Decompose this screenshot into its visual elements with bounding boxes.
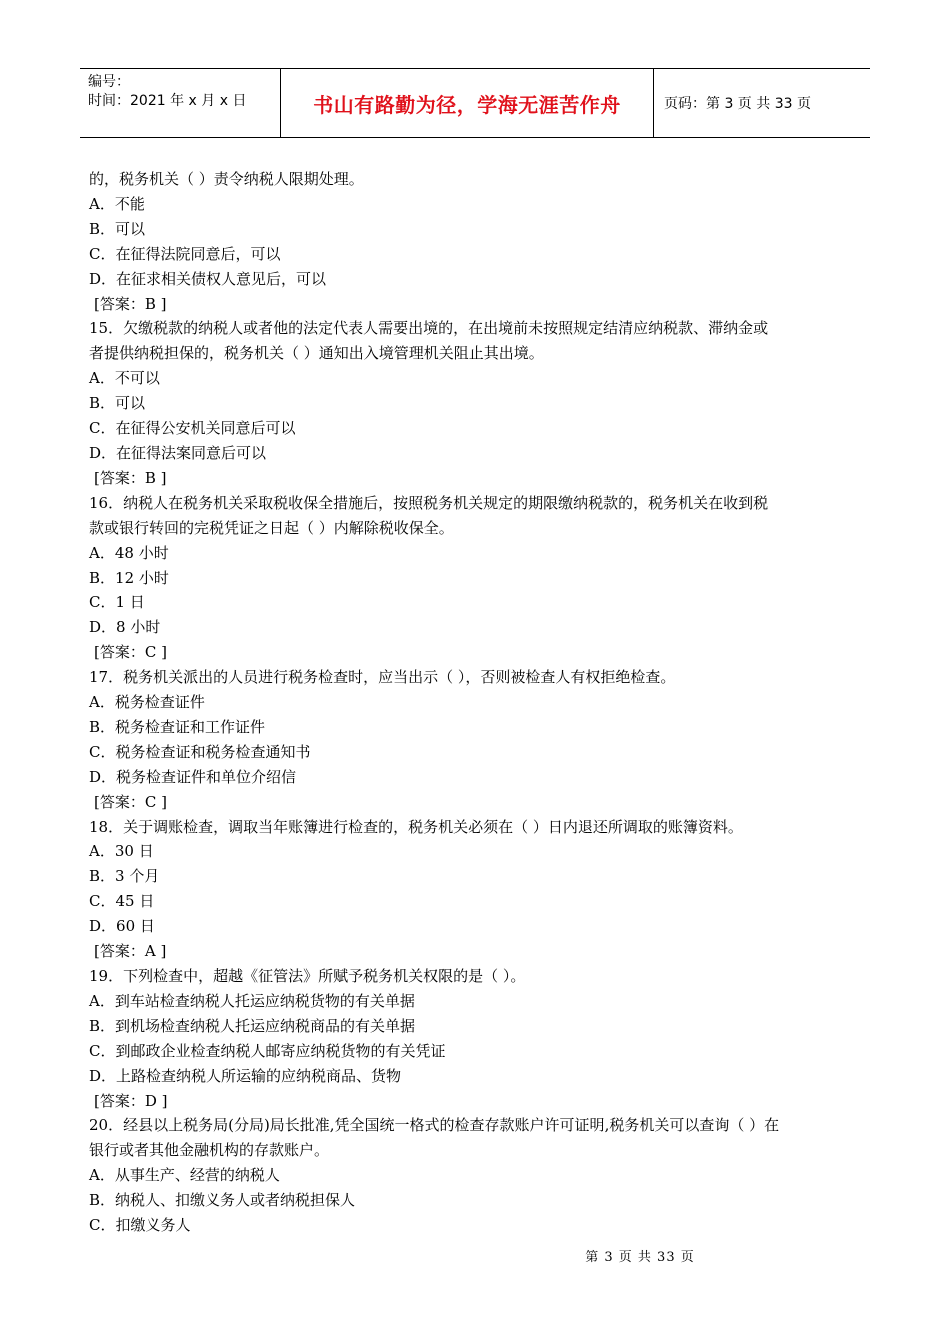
answer-line: [答案：C ] [94, 643, 167, 662]
motto-text: 书山有路勤为径，学海无涯苦作舟 [313, 92, 621, 117]
text-line: 18．关于调账检查，调取当年账簿进行检查的，税务机关必须在（ ）日内退还所调取的账簿资料。 [89, 817, 743, 836]
text-line: B．到机场检查纳税人托运应纳税商品的有关单据 [89, 1016, 416, 1035]
text-line: A．48 小时 [89, 543, 169, 562]
text-line: D．8 小时 [89, 618, 161, 637]
text-line: C．45 日 [89, 892, 155, 911]
text-line: D．60 日 [89, 917, 155, 936]
text-line: B．纳税人、扣缴义务人或者纳税担保人 [89, 1191, 356, 1210]
document-number-label: 编号： [88, 74, 130, 90]
text-line: 15．欠缴税款的纳税人或者他的法定代表人需要出境的，在出境前未按照规定结清应纳税款、滞纳金或 [89, 319, 769, 338]
document-date: 时间：2021 年 x 月 x 日 [88, 93, 247, 109]
text-line: A．从事生产、经营的纳税人 [89, 1166, 280, 1185]
page-header [80, 68, 870, 138]
text-line: C．1 日 [89, 593, 145, 612]
text-line: B．3 个月 [89, 867, 160, 886]
text-line: 的，税务机关（ ）责令纳税人限期处理。 [89, 170, 364, 188]
text-line: 者提供纳税担保的，税务机关（ ）通知出入境管理机关阻止其出境。 [89, 344, 544, 363]
header-meta [80, 69, 280, 137]
text-line: 银行或者其他金融机构的存款账户。 [89, 1141, 330, 1160]
document-body [89, 167, 864, 1238]
text-line: D．在征求相关债权人意见后，可以 [89, 269, 327, 288]
text-line: B．12 小时 [89, 568, 169, 587]
header-motto-cell [280, 69, 654, 137]
answer-line: [答案：A ] [94, 942, 167, 961]
answer-line: [答案：C ] [94, 792, 167, 811]
text-line: D．在征得法案同意后可以 [89, 443, 267, 462]
text-line: C．税务检查证和税务检查通知书 [89, 742, 311, 761]
text-line: 16．纳税人在税务机关采取税收保全措施后，按照税务机关规定的期限缴纳税款的，税务机关在收到税 [89, 493, 769, 512]
text-line: 17．税务机关派出的人员进行税务检查时，应当出示（ ），否则被检查人有权拒绝检查。 [89, 668, 676, 687]
answer-line: [答案：B ] [94, 294, 167, 313]
text-line: A．30 日 [89, 842, 154, 861]
text-line: D．税务检查证件和单位介绍信 [89, 767, 297, 786]
text-line: B．税务检查证和工作证件 [89, 717, 266, 736]
text-line: D．上路检查纳税人所运输的应纳税商品、货物 [89, 1066, 402, 1085]
text-line: 20．经县以上税务局(分局)局长批准,凭全国统一格式的检查存款账户许可证明,税务机关可以查询（ ）在 [89, 1116, 780, 1135]
header-page-info [654, 69, 870, 137]
page-footer [0, 1246, 950, 1265]
text-line: B．可以 [89, 394, 146, 413]
text-line: A．税务检查证件 [89, 693, 205, 712]
footer-page-number: 第 3 页 共 33 页 [585, 1250, 695, 1265]
answer-line: [答案：B ] [94, 468, 167, 487]
text-line: A．到车站检查纳税人托运应纳税货物的有关单据 [89, 991, 415, 1010]
text-line: C．在征得法院同意后，可以 [89, 244, 281, 263]
text-line: B．可以 [89, 219, 146, 238]
page-info-text: 页码：第 3 页 共 33 页 [664, 96, 811, 112]
text-line: 19．下列检查中，超越《征管法》所赋予税务机关权限的是（ ）。 [89, 967, 526, 985]
answer-line: [答案：D ] [94, 1091, 168, 1110]
text-line: A．不能 [89, 194, 145, 213]
text-line: C．在征得公安机关同意后可以 [89, 419, 296, 438]
text-line: A．不可以 [89, 369, 160, 388]
text-line: C．到邮政企业检查纳税人邮寄应纳税货物的有关凭证 [89, 1041, 446, 1060]
text-line: 款或银行转回的完税凭证之日起（ ）内解除税收保全。 [89, 518, 454, 537]
text-line: C．扣缴义务人 [89, 1216, 191, 1235]
